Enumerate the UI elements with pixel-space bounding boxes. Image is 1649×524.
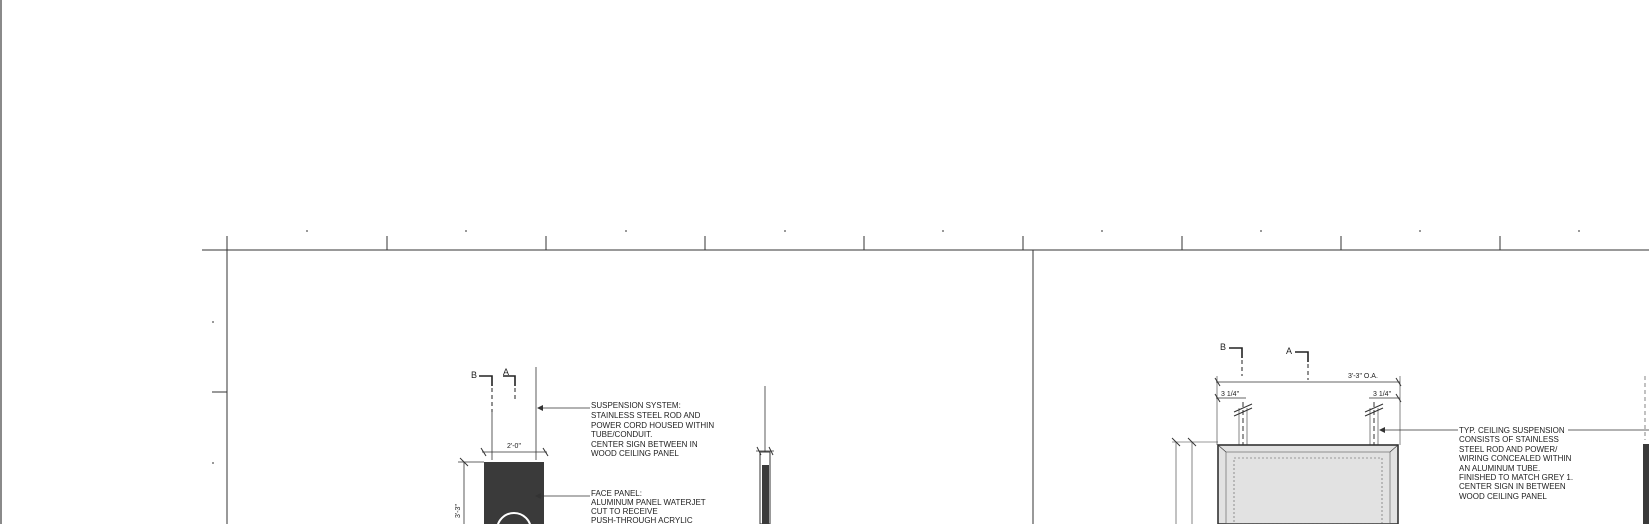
sign-cabinet xyxy=(1218,445,1398,524)
leader-arrow xyxy=(537,405,543,411)
sign-face-dark xyxy=(484,462,544,524)
section-marker-a-arrow xyxy=(503,376,515,386)
section-marker-b-arrow xyxy=(479,376,492,386)
note-suspension-line-2: STAINLESS STEEL ROD AND xyxy=(591,411,701,420)
inset-dimension-right: 3 1/4" xyxy=(1373,391,1392,398)
note-ceiling-line-2: CONSISTS OF STAINLESS xyxy=(1459,435,1559,444)
note-ceiling-line-5: AN ALUMINUM TUBE. xyxy=(1459,464,1541,473)
note-ceiling-line-8: WOOD CEILING PANEL xyxy=(1459,492,1547,501)
note-ceiling-line-3: STEEL ROD AND POWER/ xyxy=(1459,445,1558,454)
side-view-body xyxy=(762,465,769,524)
note-suspension-line-1: SUSPENSION SYSTEM: xyxy=(591,401,681,410)
partial-view-body xyxy=(1643,444,1649,524)
note-suspension-line-3: POWER CORD HOUSED WITHIN xyxy=(591,421,715,430)
section-marker-a-arrow xyxy=(1295,352,1308,362)
right-sign-detail xyxy=(1172,342,1649,524)
inset-dimension-left: 3 1/4" xyxy=(1221,391,1240,398)
width-dimension-label: 2'-0" xyxy=(507,443,521,450)
note-face-panel-line-2: ALUMINUM PANEL WATERJET xyxy=(591,498,706,507)
leader-arrow xyxy=(1379,427,1385,433)
overall-dimension-label: 3'-3" O.A. xyxy=(1348,373,1378,380)
note-face-panel-line-4: PUSH-THROUGH ACRYLIC xyxy=(591,516,693,524)
note-suspension-line-5: CENTER SIGN BETWEEN IN xyxy=(591,440,698,449)
note-face-panel-line-1: FACE PANEL: xyxy=(591,489,642,498)
section-marker-b: B xyxy=(471,370,478,380)
note-ceiling-line-6: FINISHED TO MATCH GREY 1. xyxy=(1459,473,1574,482)
note-suspension-line-4: TUBE/CONDUIT. xyxy=(591,430,653,439)
section-marker-a: A xyxy=(1286,346,1293,356)
height-dimension-label: 3'-3" xyxy=(455,504,462,518)
section-marker-b-arrow xyxy=(1229,348,1242,358)
left-ruler xyxy=(212,250,227,524)
note-ceiling-line-4: WIRING CONCEALED WITHIN xyxy=(1459,454,1572,463)
top-ruler xyxy=(202,230,1649,250)
note-suspension-line-6: WOOD CEILING PANEL xyxy=(591,449,679,458)
left-sign-detail xyxy=(455,367,774,524)
note-ceiling-line-1: TYP. CEILING SUSPENSION xyxy=(1459,426,1565,435)
note-face-panel-line-3: CUT TO RECEIVE xyxy=(591,507,658,516)
section-marker-a: A xyxy=(503,367,510,377)
note-ceiling-line-7: CENTER SIGN IN BETWEEN xyxy=(1459,482,1566,491)
section-marker-b: B xyxy=(1220,342,1227,352)
